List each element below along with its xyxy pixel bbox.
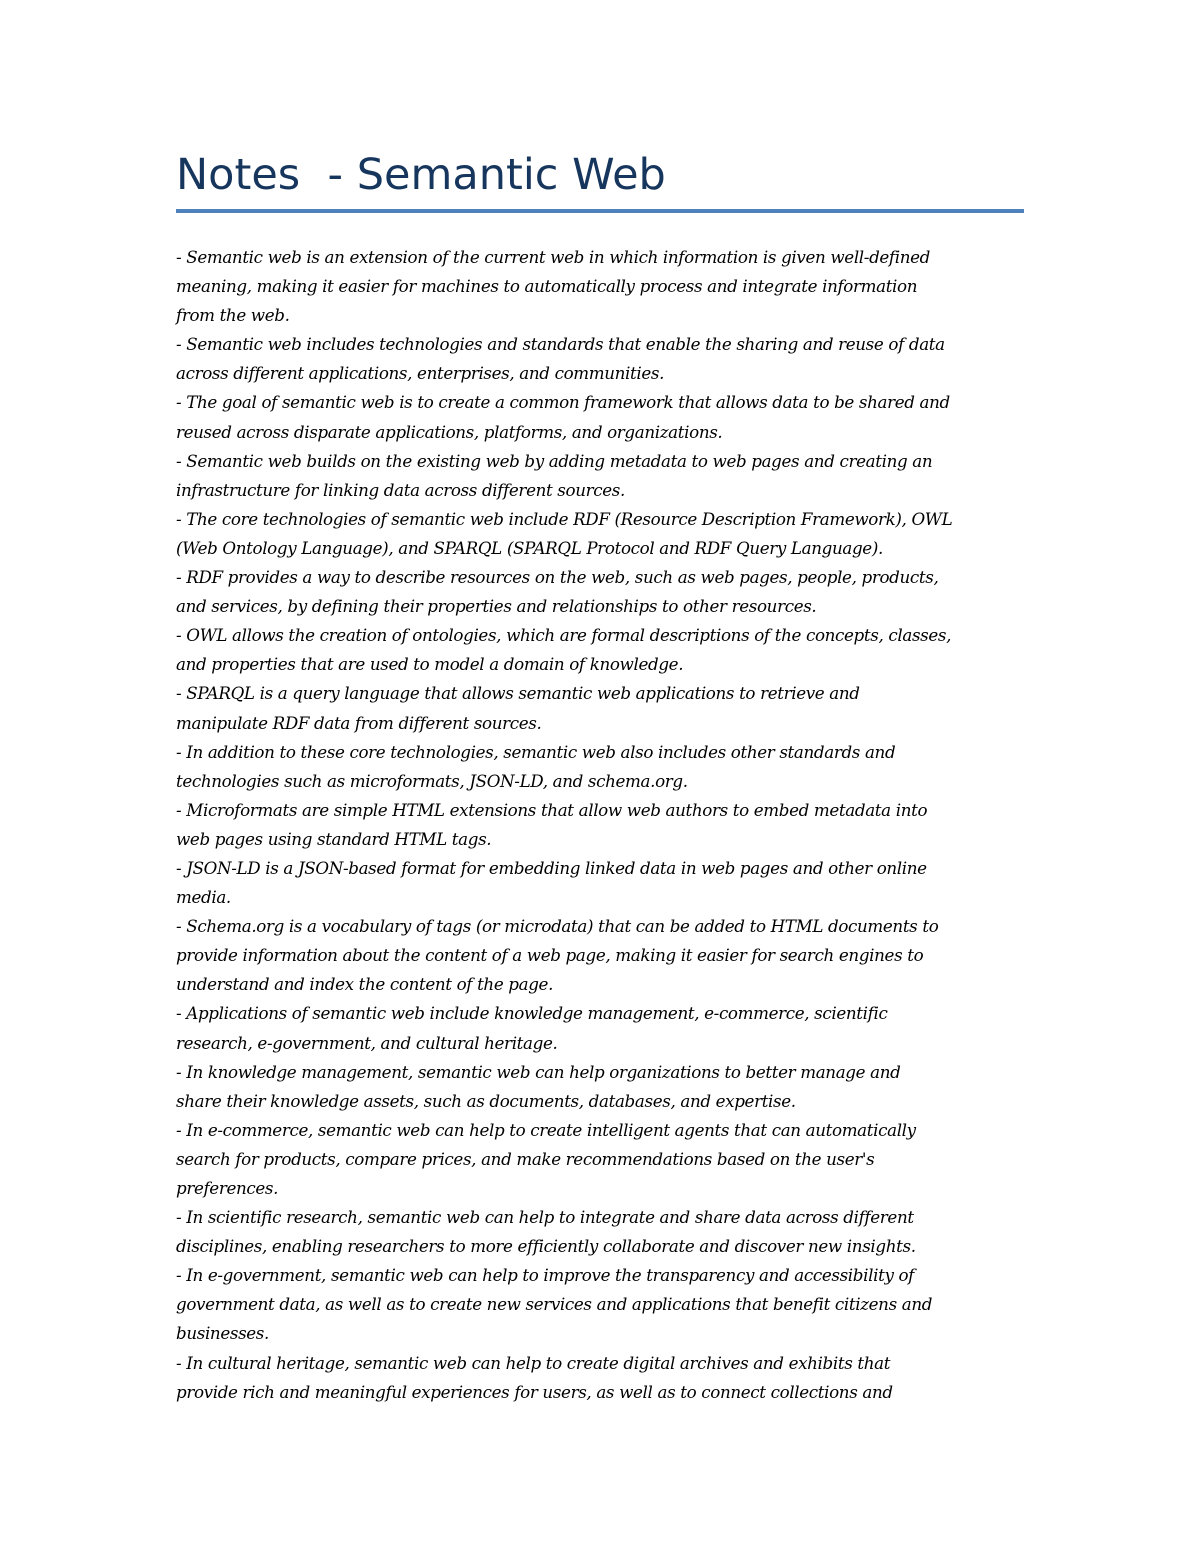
title-underline [176, 209, 1024, 213]
body-text-line: - Schema.org is a vocabulary of tags (or microdata) that can be added to HTML documents to [176, 916, 939, 937]
body-text-line: - In knowledge management, semantic web can help organizations to better manage and [176, 1061, 901, 1082]
body-text-line: and services, by defining their properties and relationships to other resources. [176, 596, 817, 617]
body-text-line: research, e-government, and cultural heritage. [176, 1032, 558, 1053]
body-text-line: share their knowledge assets, such as documents, databases, and expertise. [176, 1090, 796, 1111]
body-text-line: government data, as well as to create new services and applications that benefit citizens and [176, 1294, 933, 1315]
body-text-line: - JSON-LD is a JSON-based format for embedding linked data in web pages and other online [176, 857, 927, 878]
page-title: Notes - Semantic Web [176, 150, 666, 200]
body-text-line: search for products, compare prices, and make recommendations based on the user's [176, 1148, 875, 1169]
body-text-line: - OWL allows the creation of ontologies, which are formal descriptions of the concepts, classes, [176, 625, 952, 646]
body-text-line: - Semantic web builds on the existing web by adding metadata to web pages and creating an [176, 450, 933, 471]
body-text-line: - Semantic web is an extension of the current web in which information is given well-defined [176, 247, 931, 267]
body-text-line: - In cultural heritage, semantic web can help to create digital archives and exhibits that [176, 1352, 891, 1373]
body-text-line: media. [176, 887, 231, 908]
body-text-line: (Web Ontology Language), and SPARQL (SPARQL Protocol and RDF Query Language). [176, 537, 883, 558]
body-text-line: - SPARQL is a query language that allows semantic web applications to retrieve and [176, 683, 860, 704]
body-text-line: understand and index the content of the page. [176, 974, 554, 995]
body-text-line: reused across disparate applications, platforms, and organizations. [176, 421, 723, 442]
body-text-line: - In scientific research, semantic web can help to integrate and share data across different [176, 1207, 914, 1228]
body-text-line: - Microformats are simple HTML extensions that allow web authors to embed metadata into [176, 799, 928, 820]
body-text-line: - In e-government, semantic web can help to improve the transparency and accessibility of [176, 1265, 914, 1286]
body-text-line: - The core technologies of semantic web include RDF (Resource Description Framework), OWL [176, 508, 953, 529]
document-body [176, 243, 1026, 1407]
body-text-line: - RDF provides a way to describe resources on the web, such as web pages, people, products, [176, 567, 939, 588]
body-text-line: - In e-commerce, semantic web can help to create intelligent agents that can automatically [176, 1119, 916, 1140]
body-text-line: - In addition to these core technologies, semantic web also includes other standards and [176, 741, 896, 762]
body-text-line: - Applications of semantic web include knowledge management, e-commerce, scientific [176, 1003, 888, 1024]
body-text-line: and properties that are used to model a domain of knowledge. [176, 654, 684, 675]
body-text-line: preferences. [176, 1178, 279, 1198]
body-text-line: - Semantic web includes technologies and standards that enable the sharing and reuse of data [176, 334, 945, 355]
body-text-line: businesses. [176, 1323, 269, 1344]
body-text-line: from the web. [176, 305, 290, 326]
body-text-line: manipulate RDF data from different sources. [176, 712, 542, 733]
body-text-line: infrastructure for linking data across different sources. [176, 479, 625, 500]
body-text-line: provide rich and meaningful experiences for users, as well as to connect collections and [176, 1381, 893, 1402]
body-text-line: across different applications, enterprises, and communities. [176, 363, 665, 384]
body-text-line: - The goal of semantic web is to create a common framework that allows data to be shared and [176, 392, 950, 413]
body-text-line: meaning, making it easier for machines to automatically process and integrate information [176, 276, 918, 297]
body-text-line: disciplines, enabling researchers to more efficiently collaborate and discover new insights. [176, 1236, 916, 1257]
body-text-line: provide information about the content of a web page, making it easier for search engines to [176, 945, 924, 966]
body-text-line: web pages using standard HTML tags. [176, 828, 492, 849]
body-text-line: technologies such as microformats, JSON-LD, and schema.org. [176, 770, 688, 791]
